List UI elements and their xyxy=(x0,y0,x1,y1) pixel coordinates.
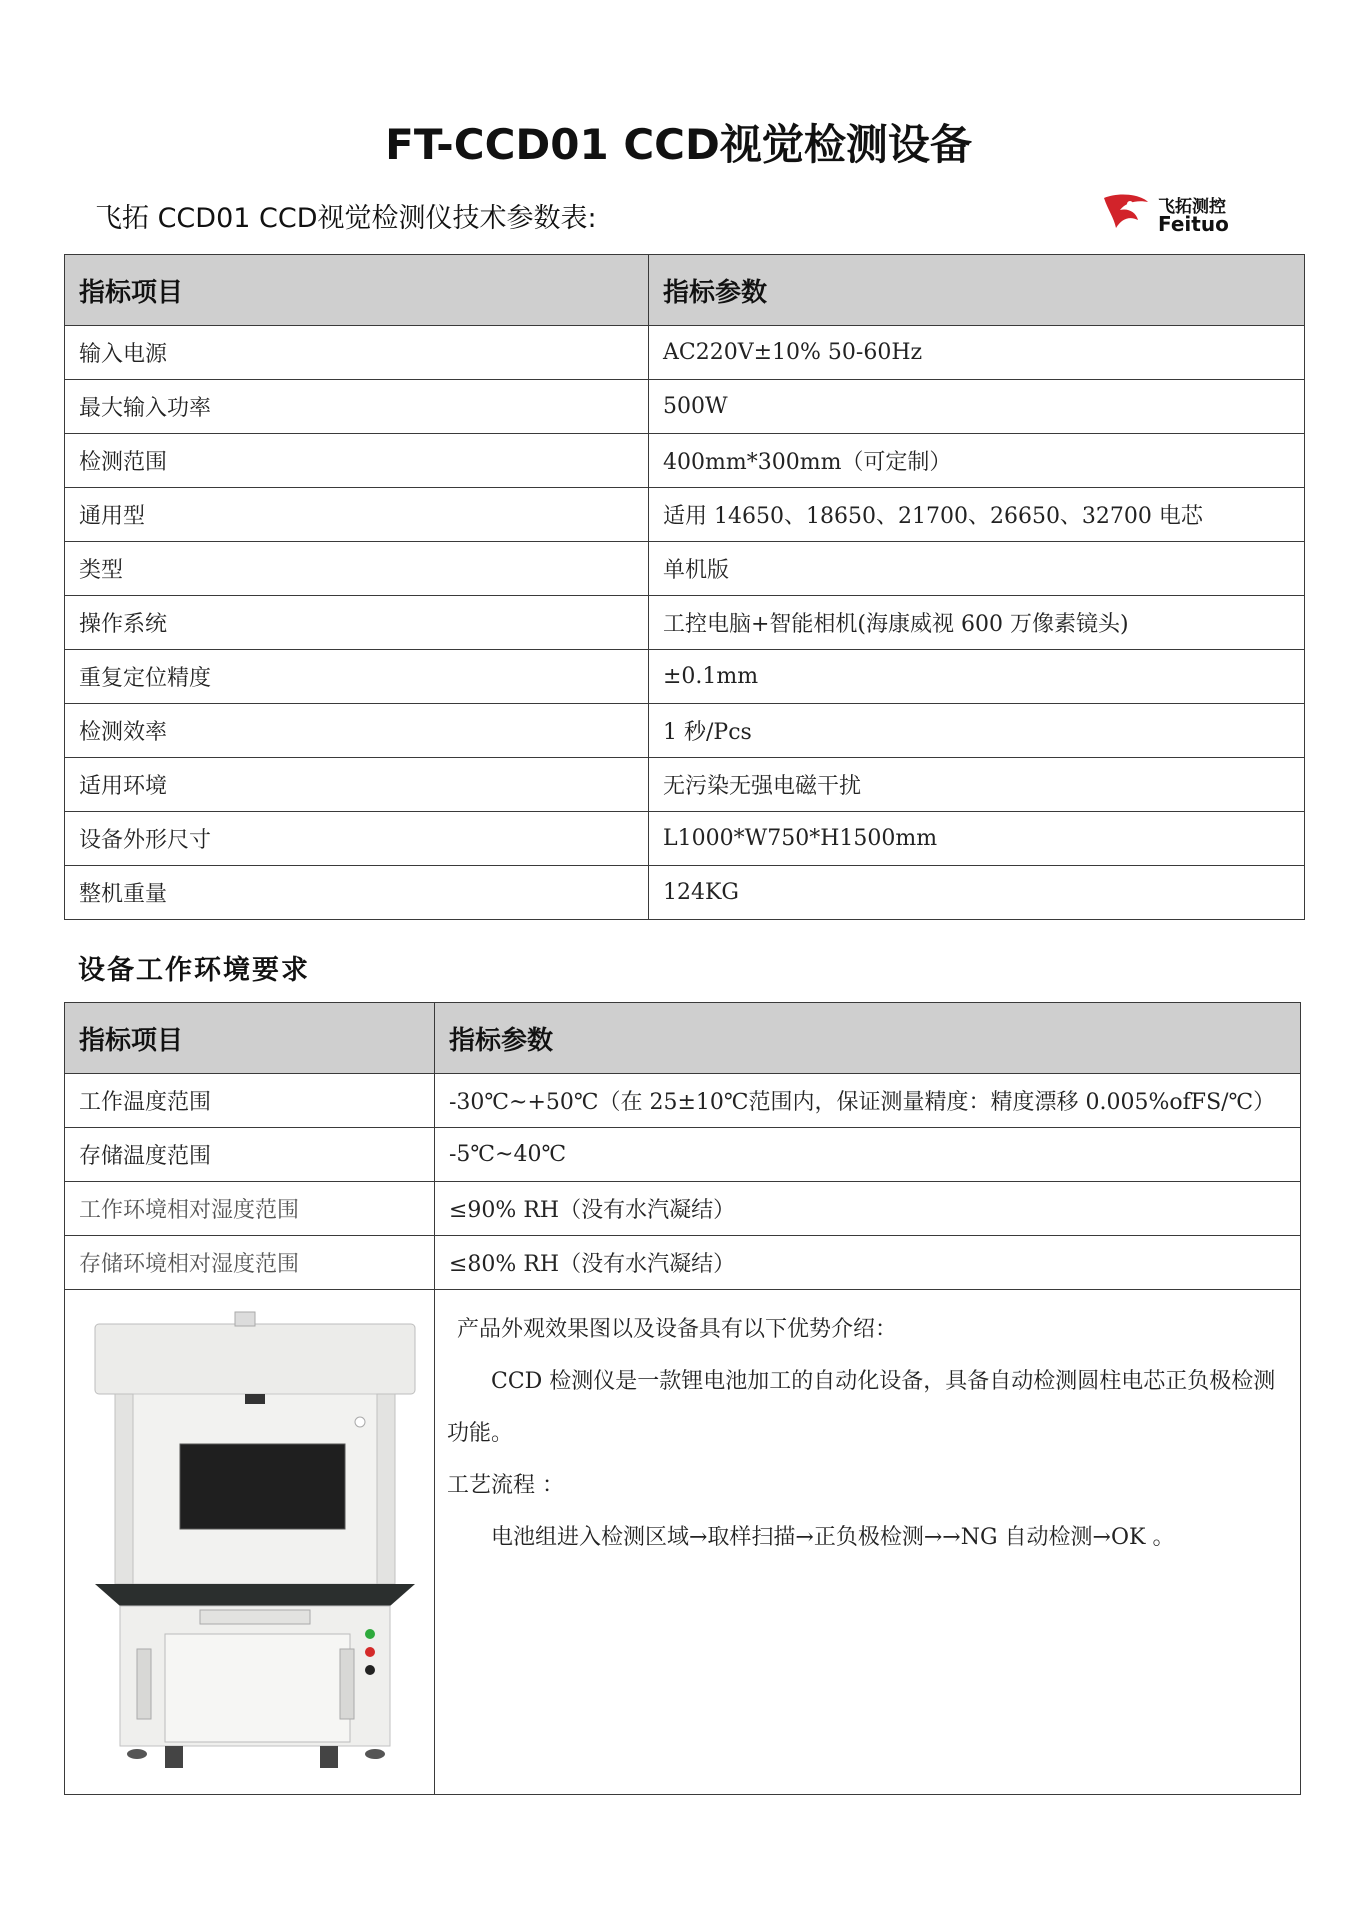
row-label: 操作系统 xyxy=(65,596,649,650)
product-photo-cell xyxy=(65,1290,435,1795)
row-label: 检测效率 xyxy=(65,704,649,758)
header-item: 指标项目 xyxy=(65,255,649,326)
product-intro-cell xyxy=(435,1290,1301,1795)
env-table xyxy=(64,1002,1301,1795)
table-row xyxy=(65,434,1305,488)
table-row xyxy=(65,758,1305,812)
table-row xyxy=(65,704,1305,758)
row-value: 适用 14650、18650、21700、26650、32700 电芯 xyxy=(649,488,1305,542)
row-label: 类型 xyxy=(65,542,649,596)
row-value: -30℃~+50℃（在 25±10℃范围内，保证测量精度：精度漂移 0.005%ofFS/℃） xyxy=(435,1074,1301,1128)
table-row xyxy=(65,1182,1301,1236)
header-param: 指标参数 xyxy=(435,1003,1301,1074)
machine-photo xyxy=(75,1294,435,1784)
table-row xyxy=(65,812,1305,866)
table-row xyxy=(65,1074,1301,1128)
row-label: 存储温度范围 xyxy=(65,1128,435,1182)
row-label: 检测范围 xyxy=(65,434,649,488)
table-row xyxy=(65,1236,1301,1290)
row-label: 通用型 xyxy=(65,488,649,542)
row-label: 输入电源 xyxy=(65,326,649,380)
header-param: 指标参数 xyxy=(649,255,1305,326)
env-section-title: 设备工作环境要求 xyxy=(78,955,310,986)
row-value: 无污染无强电磁干扰 xyxy=(649,758,1305,812)
intro-heading: 产品外观效果图以及设备具有以下优势介绍： xyxy=(457,1317,898,1342)
table-header-row xyxy=(65,1003,1301,1074)
row-label: 工作温度范围 xyxy=(65,1074,435,1128)
feituo-logo-icon xyxy=(1100,190,1152,236)
spec-table-caption: 飞拓 CCD01 CCD视觉检测仪技术参数表: xyxy=(95,203,597,234)
row-value: ≤90% RH（没有水汽凝结） xyxy=(435,1182,1301,1236)
logo-english-text: Feituo xyxy=(1158,212,1229,236)
row-label: 整机重量 xyxy=(65,866,649,920)
row-value: ±0.1mm xyxy=(649,650,1305,704)
brand-logo xyxy=(1100,190,1250,240)
row-label: 设备外形尺寸 xyxy=(65,812,649,866)
table-header-row xyxy=(65,255,1305,326)
row-value: 124KG xyxy=(649,866,1305,920)
table-row xyxy=(65,380,1305,434)
header-item: 指标项目 xyxy=(65,1003,435,1074)
row-value: 1 秒/Pcs xyxy=(649,704,1305,758)
row-value: ≤80% RH（没有水汽凝结） xyxy=(435,1236,1301,1290)
table-row xyxy=(65,326,1305,380)
row-value: AC220V±10% 50-60Hz xyxy=(649,326,1305,380)
row-value: 500W xyxy=(649,380,1305,434)
row-label: 适用环境 xyxy=(65,758,649,812)
row-label: 最大输入功率 xyxy=(65,380,649,434)
row-value: 400mm*300mm（可定制） xyxy=(649,434,1305,488)
product-row xyxy=(65,1290,1301,1795)
table-row xyxy=(65,1128,1301,1182)
spec-table xyxy=(64,254,1305,920)
row-value: 单机版 xyxy=(649,542,1305,596)
table-row xyxy=(65,488,1305,542)
row-label: 存储环境相对湿度范围 xyxy=(65,1236,435,1290)
intro-paragraph: CCD 检测仪是一款锂电池加工的自动化设备，具备自动检测圆柱电芯正负极检测功能。 xyxy=(447,1369,1276,1446)
table-row xyxy=(65,596,1305,650)
logo-chinese-text: 飞拓测控 xyxy=(1158,197,1226,217)
row-label: 重复定位精度 xyxy=(65,650,649,704)
table-row xyxy=(65,650,1305,704)
table-row xyxy=(65,866,1305,920)
row-value: L1000*W750*H1500mm xyxy=(649,812,1305,866)
process-label: 工艺流程 ： xyxy=(447,1473,564,1498)
row-value: 工控电脑+智能相机(海康威视 600 万像素镜头) xyxy=(649,596,1305,650)
page-title: FT-CCD01 CCD视觉检测设备 xyxy=(385,120,972,169)
process-flow: 电池组进入检测区域→取样扫描→正负极检测→→NG 自动检测→OK 。 xyxy=(491,1525,1175,1550)
table-row xyxy=(65,542,1305,596)
row-label: 工作环境相对湿度范围 xyxy=(65,1182,435,1236)
row-value: -5℃~40℃ xyxy=(435,1128,1301,1182)
